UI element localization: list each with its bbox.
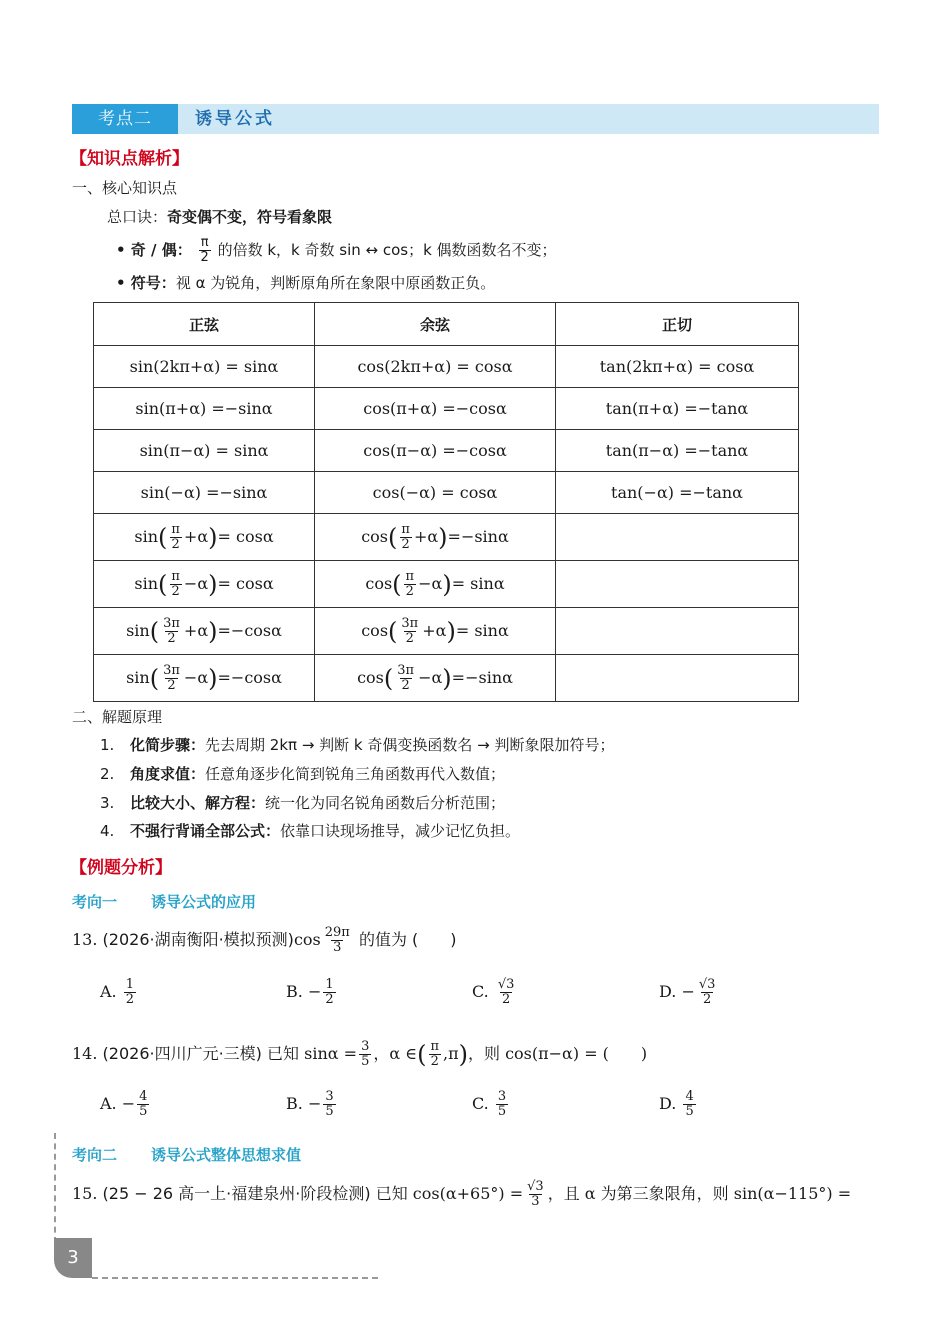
mnemonic-line xyxy=(107,207,332,227)
induction-formula-table xyxy=(93,302,799,702)
q14-option-c[interactable]: C. $\frac{3}{5}$ xyxy=(472,1089,507,1119)
mnemonic-label: 总口诀： xyxy=(107,208,168,226)
q14-option-d[interactable]: D. $\frac{4}{5}$ xyxy=(659,1089,694,1119)
formula-cell: cos(π+α) =−cosα xyxy=(315,388,556,430)
formula-cell: sin(−α) =−sinα xyxy=(94,472,315,514)
direction-two: 考向二 诱导公式整体思想求值 xyxy=(72,1146,302,1164)
question-15: 15. (25 − 26 高一上·福建泉州·阶段检测) 已知 cos(α+65°) = $\frac{√3}{3}$ ，且 α 为第三象限角，则 sin(α−115°) = xyxy=(72,1179,852,1209)
margin-dashed-line xyxy=(54,1133,56,1243)
formula-cell: cos( $\frac{3\pi}{2}$ −α)=−sinα xyxy=(315,655,556,702)
principle-item: 1. 化简步骤：先去周期 2kπ → 判断 k 奇偶变换函数名 → 判断象限加符号； xyxy=(100,736,615,754)
odd-even-label: • 奇 / 偶： xyxy=(116,241,192,259)
formula-cell: cos(π−α) =−cosα xyxy=(315,430,556,472)
formula-cell: cos(−α) = cosα xyxy=(315,472,556,514)
q13-option-d[interactable]: D. − $\frac{√3}{2}$ xyxy=(659,977,716,1007)
formula-cell: sin( $\frac{3\pi}{2}$ +α)=−cosα xyxy=(94,608,315,655)
formula-cell: sin(2kπ+α) = sinα xyxy=(94,346,315,388)
formula-cell: cos(2kπ+α) = cosα xyxy=(315,346,556,388)
section-title: 诱导公式 xyxy=(195,109,275,129)
formula-cell: sin(π−α) = sinα xyxy=(94,430,315,472)
q14-option-a[interactable]: A. − $\frac{4}{5}$ xyxy=(100,1089,148,1119)
section-tag: 考点二 xyxy=(72,104,178,134)
principle-item: 2. 角度求值：任意角逐步化简到锐角三角函数再代入数值； xyxy=(100,765,506,783)
question-14: 14. (2026·四川广元·三模) 已知 sinα = $\frac{3}{5}$ ，α ∈( $\frac{\pi}{2}$ ,π)，则 cos(π−α) = ( ) xyxy=(72,1039,648,1069)
sign-text: 视 α 为锐角，判断原角所在象限中原函数正负。 xyxy=(175,274,496,292)
sign-label: • 符号： xyxy=(116,274,176,292)
q13-option-c[interactable]: C. $\frac{√3}{2}$ xyxy=(472,977,515,1007)
section-header-bar xyxy=(72,104,879,134)
formula-cell: tan(π+α) =−tanα xyxy=(556,388,799,430)
header-tangent: 正切 xyxy=(556,303,799,346)
principle-item: 4. 不强行背诵全部公式：依靠口诀现场推导，减少记忆负担。 xyxy=(100,822,521,840)
formula-cell: sin(π+α) =−sinα xyxy=(94,388,315,430)
header-sine: 正弦 xyxy=(94,303,315,346)
q13-option-b[interactable]: B. − $\frac{1}{2}$ xyxy=(286,977,334,1007)
formula-cell: cos( $\frac{3\pi}{2}$ +α)= sinα xyxy=(315,608,556,655)
pi-over-2-fraction: $\frac{\pi}{2}$ xyxy=(200,235,209,265)
examples-heading: 【例题分析】 xyxy=(70,858,172,878)
header-cosine: 余弦 xyxy=(315,303,556,346)
odd-even-line xyxy=(116,236,557,265)
q13-option-a[interactable]: A. $\frac{1}{2}$ xyxy=(100,977,135,1007)
direction-one: 考向一 诱导公式的应用 xyxy=(72,893,257,911)
formula-cell: cos( $\frac{\pi}{2}$ −α)= sinα xyxy=(315,561,556,608)
page-number: 3 xyxy=(54,1238,92,1278)
odd-even-text: 的倍数 k，k 奇数 sin ↔ cos；k 偶数函数名不变； xyxy=(217,241,557,259)
footer-dashed-line xyxy=(92,1277,378,1279)
formula-cell: tan(−α) =−tanα xyxy=(556,472,799,514)
mnemonic-text: 奇变偶不变，符号看象限 xyxy=(167,208,333,226)
sign-line xyxy=(116,273,495,293)
empty-cell xyxy=(556,655,799,702)
q14-option-b[interactable]: B. − $\frac{3}{5}$ xyxy=(286,1089,334,1119)
knowledge-heading: 【知识点解析】 xyxy=(70,149,189,169)
empty-cell xyxy=(556,608,799,655)
formula-cell: sin( $\frac{3\pi}{2}$ −α)=−cosα xyxy=(94,655,315,702)
formula-cell: sin( $\frac{\pi}{2}$ −α)= cosα xyxy=(94,561,315,608)
empty-cell xyxy=(556,561,799,608)
formula-cell: sin( $\frac{\pi}{2}$ +α)= cosα xyxy=(94,514,315,561)
core-heading: 一、核心知识点 xyxy=(72,179,178,197)
formula-cell: cos( $\frac{\pi}{2}$ +α)=−sinα xyxy=(315,514,556,561)
question-13: 13. (2026·湖南衡阳·模拟预测)cos $\frac{29\pi}{3}$ 的值为 ( ) xyxy=(72,925,457,955)
principle-item: 3. 比较大小、解方程：统一化为同名锐角函数后分析范围； xyxy=(100,794,506,812)
formula-cell: tan(π−α) =−tanα xyxy=(556,430,799,472)
principles-heading: 二、解题原理 xyxy=(72,708,163,726)
formula-cell: tan(2kπ+α) = cosα xyxy=(556,346,799,388)
empty-cell xyxy=(556,514,799,561)
